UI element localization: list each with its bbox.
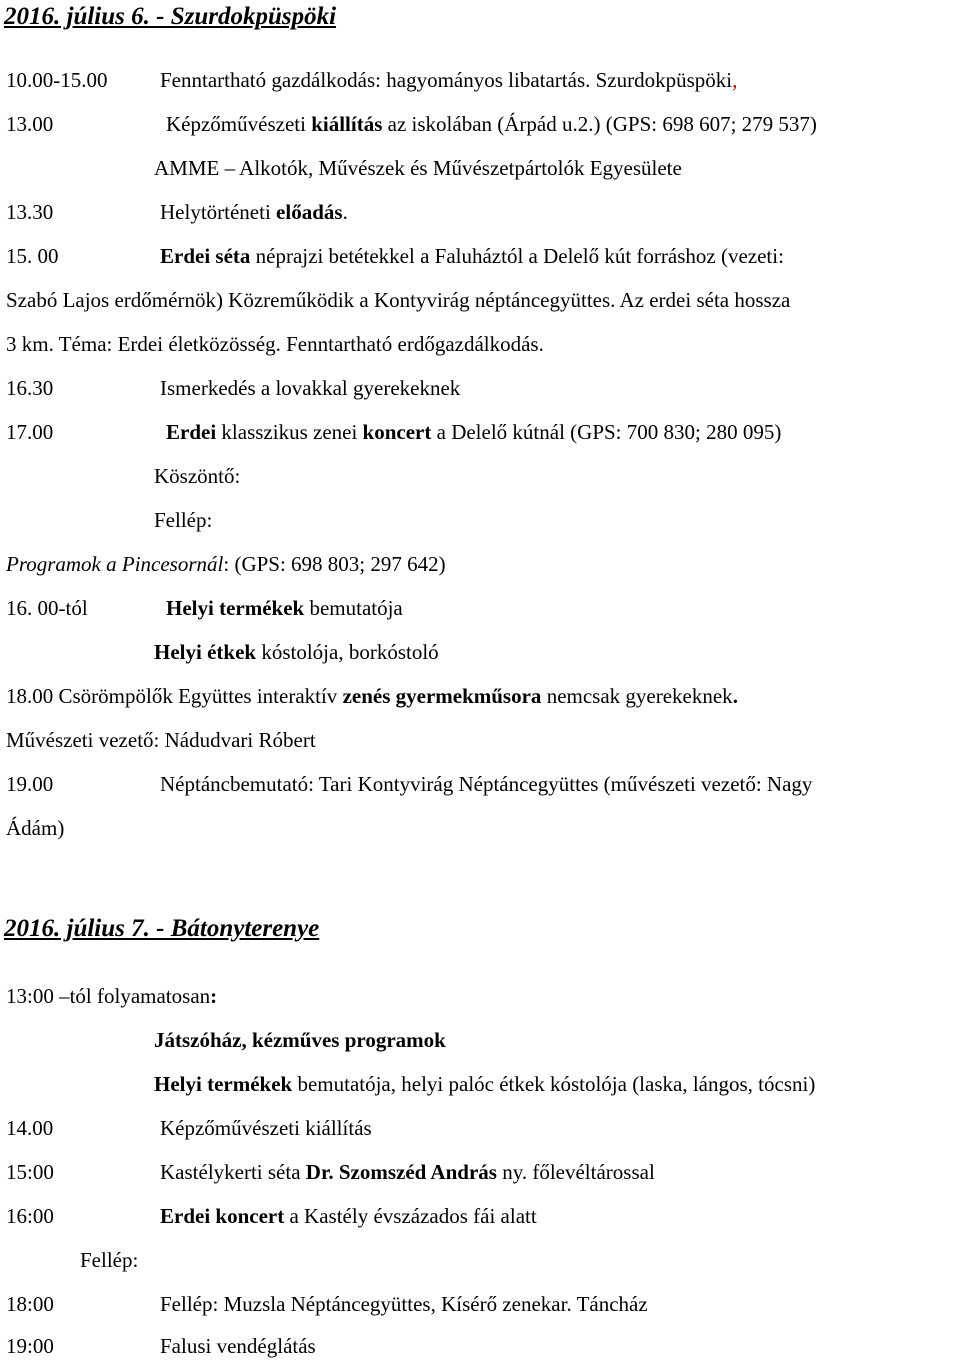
performer-label: Fellép: [154, 508, 213, 532]
schedule-row: 15. 00 Erdei séta néprajzi betétekkel a Faluháztól a Delelő kút forráshoz (vezeti: [6, 244, 784, 268]
row-time: 16:00 [6, 1204, 54, 1228]
schedule-row: 19.00 Néptáncbemutató: Tari Kontyvirág Néptáncegyüttes (művészeti vezető: Nagy [6, 772, 813, 796]
schedule-row: 13:00 –tól folyamatosan: [6, 984, 218, 1008]
row-time: 18:00 [6, 1292, 54, 1316]
schedule-row: 17.00 Erdei klasszikus zenei koncert a Delelő kútnál (GPS: 700 830; 280 095) [6, 420, 782, 444]
row-time: 19.00 [6, 772, 54, 796]
schedule-row-cont: Játszóház, kézműves programok [154, 1028, 446, 1052]
row-time: 16.30 [6, 376, 54, 400]
schedule-row: 16.30 Ismerkedés a lovakkal gyerekeknek [6, 376, 461, 400]
schedule-row: 18.00 Csörömpölők Együttes interaktív zenés gyermekműsora nemcsak gyerekeknek. [6, 684, 738, 708]
row-time: 17.00 [6, 420, 54, 444]
row-time: 15:00 [6, 1160, 54, 1184]
schedule-row-cont: Művészeti vezető: Nádudvari Róbert [6, 728, 316, 752]
schedule-row: 13.30 Helytörténeti előadás. [6, 200, 348, 224]
schedule-row-cont: Helyi étkek kóstolója, borkóstoló [154, 640, 439, 664]
pincesor-heading: Programok a Pincesornál: (GPS: 698 803; 297 642) [6, 552, 446, 576]
row-time: 13.30 [6, 200, 54, 224]
schedule-row-cont: Helyi termékek bemutatója, helyi palóc étkek kóstolója (laska, lángos, tócsni) [154, 1072, 816, 1096]
schedule-row: 10.00-15.00 Fenntartható gazdálkodás: hagyományos libatartás. Szurdokpüspöki, [6, 68, 738, 92]
greeting-label: Köszöntő: [154, 464, 241, 488]
schedule-row-cont: 3 km. Téma: Erdei életközösség. Fenntartható erdőgazdálkodás. [6, 332, 544, 356]
schedule-row: 14.00 Képzőművészeti kiállítás [6, 1116, 372, 1140]
schedule-row: 16. 00-tól Helyi termékek bemutatója [6, 596, 403, 620]
schedule-row-cont: Szabó Lajos erdőmérnök) Közreműködik a Kontyvirág néptáncegyüttes. Az erdei séta hossza [6, 288, 791, 312]
schedule-row: 18:00 Fellép: Muzsla Néptáncegyüttes, Kísérő zenekar. Táncház [6, 1292, 648, 1316]
row-time: 19:00 [6, 1334, 54, 1358]
performer-label: Fellép: [80, 1248, 139, 1272]
row-time: 14.00 [6, 1116, 54, 1140]
day2-heading: 2016. július 7. - Bátonyterenye [4, 915, 320, 942]
schedule-row: 19:00 Falusi vendéglátás [6, 1334, 316, 1358]
schedule-row: 15:00 Kastélykerti séta Dr. Szomszéd András ny. főlevéltárossal [6, 1160, 655, 1184]
row-time: 15. 00 [6, 244, 59, 268]
schedule-row-cont: AMME – Alkotók, Művészek és Művészetpártolók Egyesülete [154, 156, 682, 180]
row-time: 16. 00-tól [6, 596, 88, 620]
schedule-row: 13.00 Képzőművészeti kiállítás az iskolában (Árpád u.2.) (GPS: 698 607; 279 537) [6, 112, 817, 136]
schedule-row: 16:00 Erdei koncert a Kastély évszázados fái alatt [6, 1204, 537, 1228]
row-time: 10.00-15.00 [6, 68, 108, 92]
row-time: 13.00 [6, 112, 54, 136]
day1-heading: 2016. július 6. - Szurdokpüspöki [4, 3, 337, 30]
schedule-row-cont: Ádám) [6, 816, 65, 840]
